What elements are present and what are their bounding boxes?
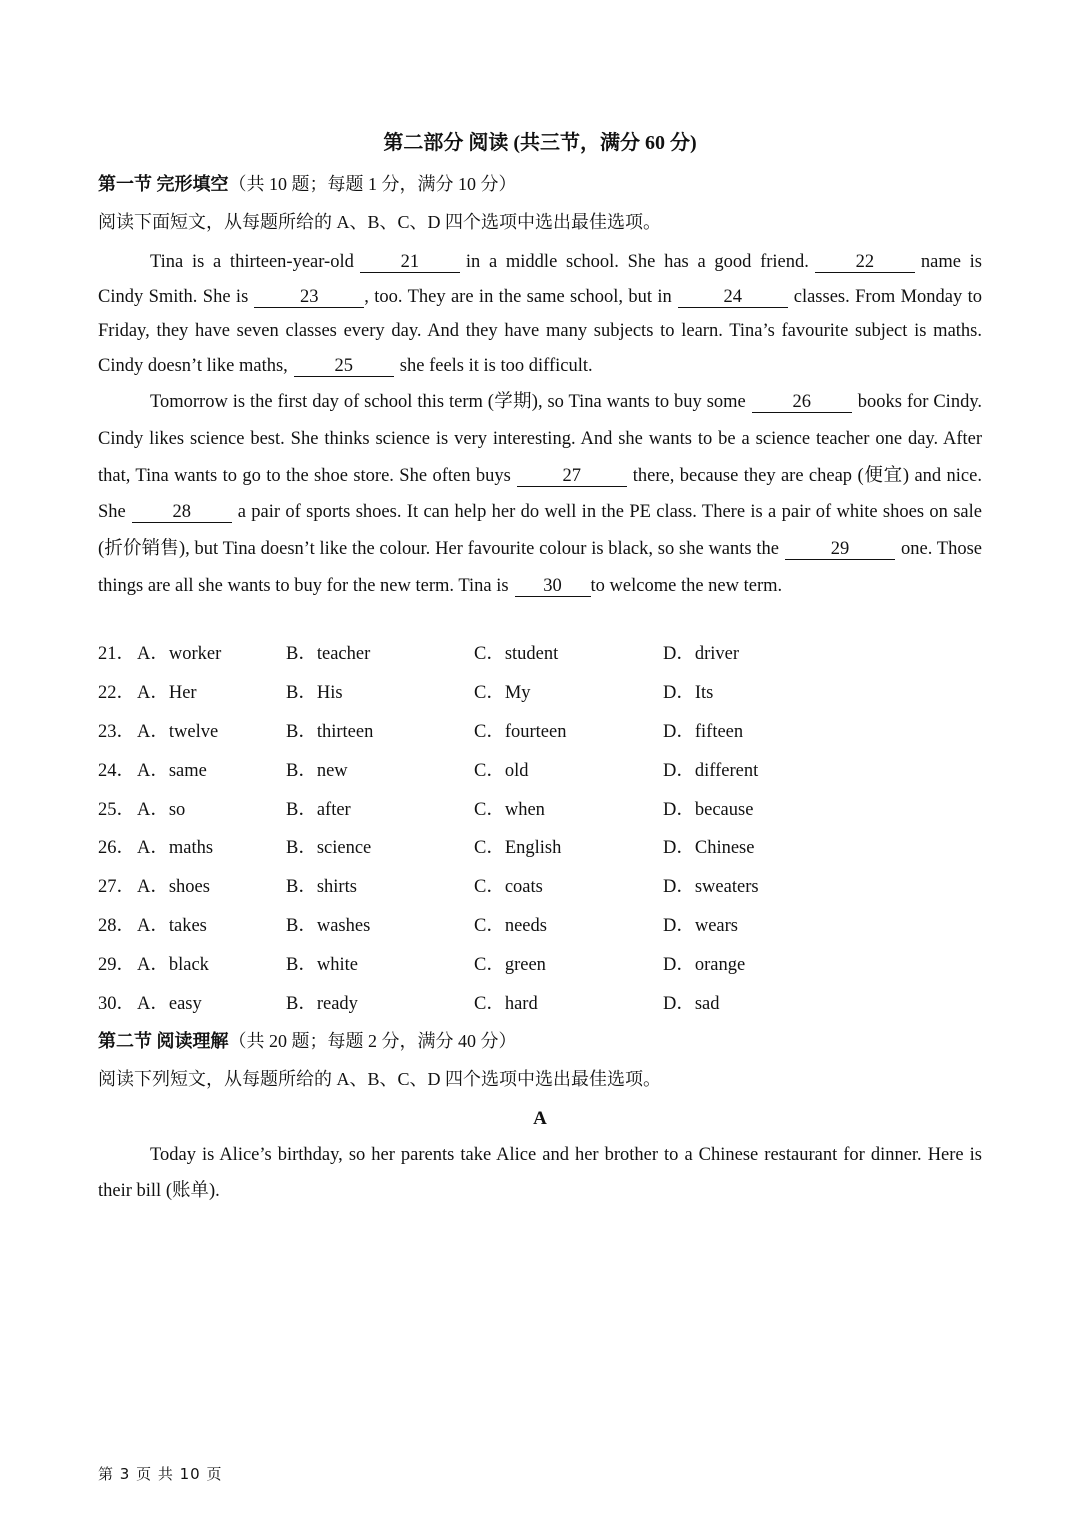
question-row xyxy=(98,638,982,677)
cloze-paragraph-1 xyxy=(98,245,982,383)
question-row xyxy=(98,794,982,833)
cloze-text: classes. From Monday to Friday, they have seven classes every day. And they have many subjects to learn. Tina’s favourite subject is maths. Cindy doesn’t like maths, xyxy=(98,286,983,376)
section1-instruction: 阅读下面短文，从每题所给的 A、B、C、D 四个选项中选出最佳选项。 xyxy=(98,212,662,232)
question-number: 30． xyxy=(98,994,136,1015)
question-number: 29． xyxy=(98,955,136,976)
question-number: 21． xyxy=(98,644,136,664)
cloze-text: in a middle school. She has a good friend. xyxy=(465,252,809,272)
cloze-paragraph-2 xyxy=(98,384,982,605)
blank-21: 21 xyxy=(360,252,460,273)
question-number: 24． xyxy=(98,760,136,781)
cloze-text: Tina is a thirteen-year-old xyxy=(150,252,354,272)
question-row xyxy=(98,988,982,1027)
section2-heading-detail: （共 20 题；每题 2 分，满分 40 分） xyxy=(228,1031,517,1051)
option-c: C．English xyxy=(474,838,562,859)
option-d: D．driver xyxy=(663,644,740,664)
option-c: C．fourteen xyxy=(474,721,567,742)
option-b: B．His xyxy=(286,682,343,703)
option-c: C．old xyxy=(474,760,529,781)
option-a: A．black xyxy=(137,955,209,976)
question-row xyxy=(98,677,982,716)
option-c: C．when xyxy=(474,799,545,820)
section1-heading-bold: 第一节 完形填空 xyxy=(98,174,229,194)
question-row xyxy=(98,871,982,910)
section1-heading-detail: （共 10 题；每题 1 分，满分 10 分） xyxy=(228,174,517,194)
cloze-text: there, because they are cheap (便宜) and nice. She xyxy=(98,465,982,523)
option-a: A．twelve xyxy=(137,721,219,742)
question-row xyxy=(98,716,982,755)
option-d: D．Chinese xyxy=(663,838,755,859)
question-row xyxy=(98,949,982,988)
option-b: B．washes xyxy=(286,916,371,937)
blank-27: 27 xyxy=(517,466,627,487)
option-a: A．maths xyxy=(137,838,214,859)
option-c: C．green xyxy=(474,955,546,976)
blank-23: 23 xyxy=(254,287,364,308)
option-b: B．after xyxy=(286,799,351,820)
option-c: C．My xyxy=(474,682,531,703)
cloze-text: books for Cindy. Cindy likes science best. She thinks science is very interesting. And she wants to be a science teacher one day. After that, Tina wants to go to the shoe store. She often buys xyxy=(98,392,982,486)
option-d: D．sad xyxy=(663,994,720,1015)
cloze-text: to welcome the new term. xyxy=(590,575,783,596)
cloze-options-list xyxy=(98,638,982,1027)
question-number: 28． xyxy=(98,916,136,937)
option-b: B．new xyxy=(286,760,348,781)
option-d: D．different xyxy=(663,760,759,781)
option-b: B．thirteen xyxy=(286,721,374,742)
option-d: D．Its xyxy=(663,682,714,703)
part-title: 第二部分 阅读 (共三节，满分 60 分) xyxy=(383,132,697,154)
question-row xyxy=(98,910,982,949)
section1-heading xyxy=(98,171,517,197)
option-a: A．Her xyxy=(137,682,197,703)
option-d: D．orange xyxy=(663,955,746,976)
option-a: A．so xyxy=(137,799,186,820)
blank-29: 29 xyxy=(785,539,895,560)
blank-28: 28 xyxy=(132,502,232,523)
cloze-text: , too. They are in the same school, but in xyxy=(364,286,672,307)
option-a: A．worker xyxy=(137,644,222,664)
option-c: C．hard xyxy=(474,994,538,1015)
option-b: B．science xyxy=(286,838,372,859)
option-c: C．needs xyxy=(474,916,547,937)
option-a: A．same xyxy=(137,760,207,781)
option-a: A．shoes xyxy=(137,877,210,898)
blank-26: 26 xyxy=(752,392,852,413)
cloze-text: one. Those things are all she wants to buy for the new term. Tina is xyxy=(98,539,982,596)
cloze-text: Tomorrow is the first day of school this term (学期), so Tina wants to buy some xyxy=(150,392,746,412)
option-b: B．ready xyxy=(286,994,358,1015)
option-c: C．student xyxy=(474,644,559,664)
option-a: A．easy xyxy=(137,994,202,1015)
question-number: 23． xyxy=(98,721,136,742)
option-d: D．fifteen xyxy=(663,721,744,742)
option-d: D．because xyxy=(663,799,754,820)
blank-24: 24 xyxy=(678,287,788,308)
passage-label: A xyxy=(533,1108,547,1129)
cloze-text: name is Cindy Smith. She is xyxy=(98,252,983,307)
option-a: A．takes xyxy=(137,916,207,937)
option-b: B．white xyxy=(286,955,358,976)
section2-heading-bold: 第二节 阅读理解 xyxy=(98,1031,229,1051)
section2-instruction: 阅读下列短文，从每题所给的 A、B、C、D 四个选项中选出最佳选项。 xyxy=(98,1069,662,1089)
option-d: D．wears xyxy=(663,916,739,937)
option-c: C．coats xyxy=(474,877,543,898)
option-b: B．teacher xyxy=(286,644,371,664)
option-d: D．sweaters xyxy=(663,877,759,898)
question-number: 22． xyxy=(98,682,136,703)
option-b: B．shirts xyxy=(286,877,357,898)
question-number: 26． xyxy=(98,838,136,859)
question-row xyxy=(98,755,982,794)
passage-a-text: Today is Alice’s birthday, so her parents take Alice and her brother to a Chinese restaurant for dinner. Here is their bill (账单). xyxy=(98,1145,982,1201)
question-number: 25． xyxy=(98,799,136,820)
question-number: 27． xyxy=(98,877,136,898)
blank-22: 22 xyxy=(815,252,915,273)
cloze-text: she feels it is too difficult. xyxy=(399,355,593,376)
blank-30: 30 xyxy=(515,576,591,597)
blank-25: 25 xyxy=(294,356,394,377)
section2-heading xyxy=(98,1028,517,1054)
page-footer: 第 3 页 共 10 页 xyxy=(98,1465,223,1483)
cloze-text: a pair of sports shoes. It can help her do well in the PE class. There is a pair of white shoes on sale (折价销售), but Tina doesn’t like the colour. Her favourite colour is black, so she wants the xyxy=(98,502,982,560)
question-row xyxy=(98,832,982,871)
